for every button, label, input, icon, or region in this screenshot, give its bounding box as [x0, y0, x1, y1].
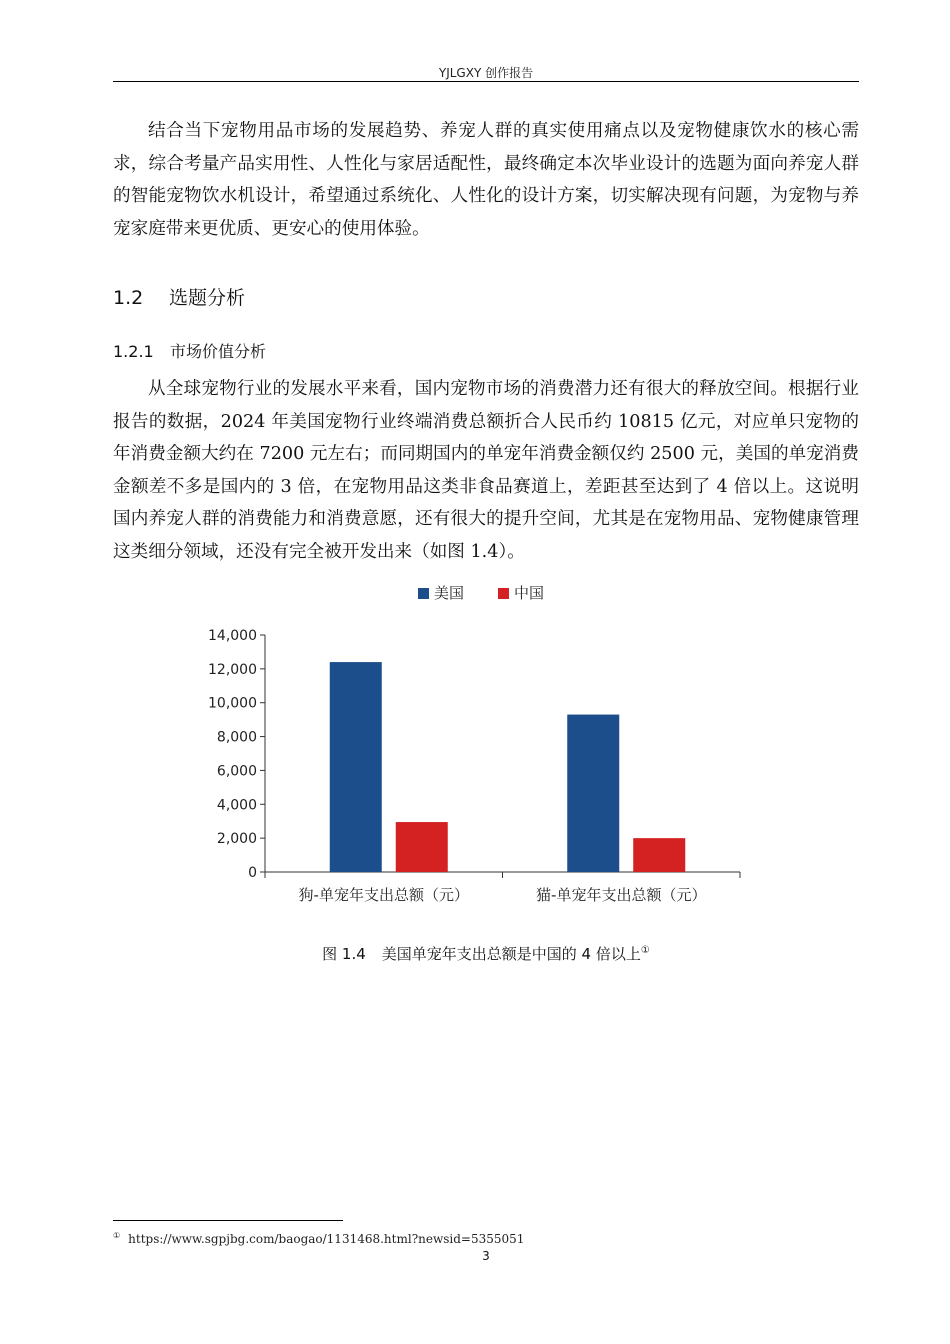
paragraph-intro: 结合当下宠物用品市场的发展趋势、养宠人群的真实使用痛点以及宠物健康饮水的核心需求，综合考量产品实用性、人性化与家居适配性，最终确定本次毕业设计的选题为面向养宠人群的智能宠物饮水机设计，希望通过系统化、人性化的设计方案，切实解决现有问题，为宠物与养宠家庭带来更优质、更安心的使用体验。 [113, 121, 859, 239]
footnote-ref-mark: ① [640, 945, 650, 956]
page-number: 3 [482, 1249, 490, 1263]
subsection-title: 市场价值分析 [170, 342, 267, 361]
figure-caption-text: 美国单宠年支出总额是中国的 4 倍以上 [381, 945, 641, 963]
footnote-rule [113, 1220, 343, 1221]
y-tick-label-1: 12,000 [208, 661, 257, 678]
y-tick-label-2: 10,000 [208, 695, 257, 712]
footnote-mark: ① [113, 1231, 121, 1240]
legend-swatch-0 [418, 588, 429, 599]
bar-中国-1 [633, 838, 685, 872]
y-tick-label-4: 6,000 [216, 763, 257, 780]
y-tick-label-0: 14,000 [208, 628, 257, 644]
y-tick-label-3: 8,000 [216, 729, 257, 746]
bar-美国-1 [567, 715, 619, 872]
bar-美国-0 [330, 662, 382, 872]
page-header: YJLGXY 创作报告 [438, 66, 534, 80]
subsection-number: 1.2.1 [113, 342, 154, 361]
bar-中国-0 [396, 822, 448, 872]
section-heading [113, 283, 245, 310]
x-category-label-0: 狗-单宠年支出总额（元） [298, 886, 469, 904]
y-tick-label-6: 2,000 [216, 831, 257, 848]
y-tick-label-5: 4,000 [216, 797, 257, 814]
legend-label-1: 中国 [514, 584, 545, 602]
y-tick-label-7: 0 [248, 865, 257, 881]
section-number: 1.2 [113, 287, 144, 309]
section-title: 选题分析 [169, 287, 246, 309]
subsection-heading [113, 339, 266, 362]
footnote [113, 1231, 524, 1246]
bar-chart [180, 575, 770, 915]
paragraph-market: 从全球宠物行业的发展水平来看，国内宠物市场的消费潜力还有很大的释放空间。根据行业报告的数据，2024 年美国宠物行业终端消费总额折合人民币约 10815 亿元，对应单只宠物的年消费金额大约在 7200 元左右；而同期国内的单宠年消费金额仅约 2500 元，美国的单宠消费金额差不多是国内的 3 倍，在宠物用品这类非食品赛道上，差距甚至达到了 4 倍以上。这说明国内养宠人群的消费能力和消费意愿，还有很大的提升空间，尤其是在宠物用品、宠物健康管理这类细分领域，还没有完全被开发出来（如图 1.4）。 [113, 379, 859, 562]
header-rule [113, 81, 859, 82]
figure-caption [113, 943, 859, 964]
x-category-label-1: 猫-单宠年支出总额（元） [536, 886, 707, 904]
legend-swatch-1 [498, 588, 509, 599]
figure-number: 图 1.4 [322, 945, 366, 963]
footnote-url[interactable]: https://www.sgpjbg.com/baogao/1131468.html?newsid=5355051 [128, 1232, 525, 1246]
legend-label-0: 美国 [434, 584, 465, 602]
